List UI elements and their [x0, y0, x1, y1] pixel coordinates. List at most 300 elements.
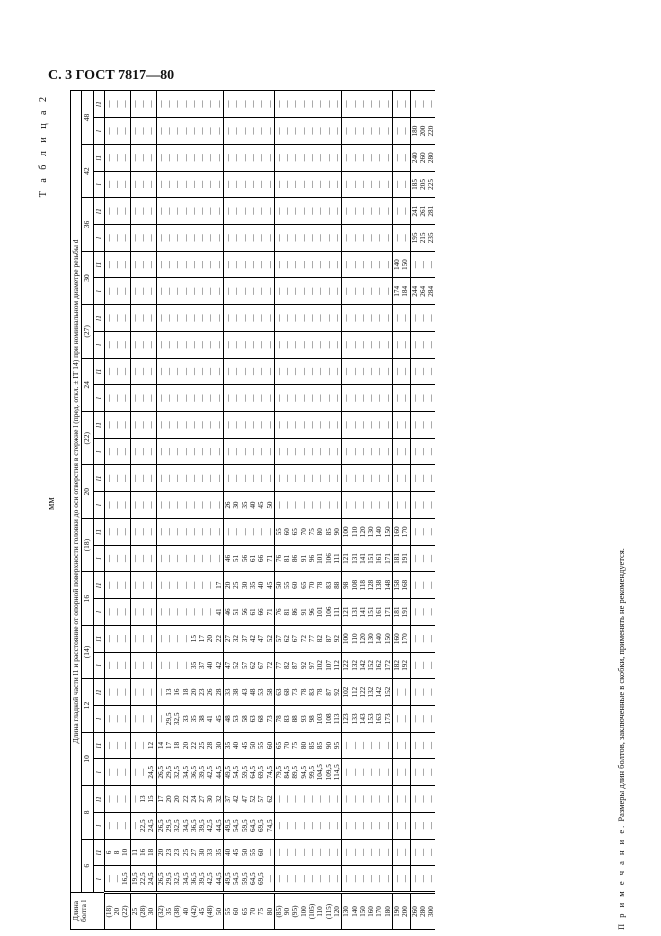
- bolt-length-cell: 35: [165, 893, 173, 930]
- value-cell: —: [139, 331, 147, 358]
- value-cell: 19,5: [130, 866, 139, 893]
- value-cell: —: [104, 572, 113, 599]
- value-cell: —: [121, 358, 130, 385]
- value-cell: —: [291, 144, 299, 171]
- value-cell: 53: [257, 679, 265, 706]
- value-cell: —: [215, 278, 224, 305]
- value-cell: —: [156, 518, 165, 545]
- rotated-content: [38, 90, 626, 930]
- bolt-length-cell: 180: [384, 893, 393, 930]
- value-cell: —: [190, 412, 198, 439]
- value-cell: —: [104, 759, 113, 786]
- value-cell: —: [367, 91, 375, 118]
- value-cell: 163: [375, 705, 383, 732]
- value-cell: —: [113, 251, 121, 278]
- value-cell: —: [392, 305, 401, 332]
- value-cell: —: [147, 679, 156, 706]
- value-cell: —: [173, 385, 181, 412]
- table-row: [232, 91, 240, 930]
- value-cell: —: [130, 518, 139, 545]
- value-cell: 57: [257, 786, 265, 813]
- value-cell: —: [139, 679, 147, 706]
- value-cell: —: [190, 118, 198, 145]
- value-cell: —: [325, 438, 333, 465]
- bolt-length-cell: 110: [316, 893, 324, 930]
- value-cell: —: [375, 438, 383, 465]
- bolt-length-cell: 65: [241, 893, 249, 930]
- value-cell: —: [401, 358, 410, 385]
- value-cell: 122: [342, 652, 351, 679]
- value-cell: 10: [121, 839, 130, 866]
- table-row: [121, 91, 130, 930]
- value-cell: —: [392, 198, 401, 225]
- value-cell: —: [182, 144, 190, 171]
- value-cell: 64,5: [249, 759, 257, 786]
- value-cell: 36,5: [190, 812, 198, 839]
- value-cell: —: [325, 786, 333, 813]
- value-cell: 13: [165, 679, 173, 706]
- subheader-l1: l1: [93, 305, 104, 332]
- value-cell: —: [333, 358, 342, 385]
- value-cell: —: [241, 438, 249, 465]
- value-cell: —: [316, 331, 324, 358]
- subheader-l1: l1: [93, 625, 104, 652]
- value-cell: —: [359, 358, 367, 385]
- value-cell: —: [139, 465, 147, 492]
- value-cell: —: [375, 732, 383, 759]
- value-cell: —: [241, 118, 249, 145]
- value-cell: —: [333, 492, 342, 519]
- value-cell: —: [274, 358, 283, 385]
- value-cell: —: [392, 331, 401, 358]
- value-cell: —: [333, 438, 342, 465]
- value-cell: 24,5: [147, 866, 156, 893]
- value-cell: —: [359, 839, 367, 866]
- group-header: Длина гладкой части l1 и расстояние от опорной поверхности головки до оси отверстия в стержне l (пред. откл. ± IT 14) при номинальном диаметре резьбы d: [71, 91, 82, 893]
- value-cell: 142: [375, 679, 383, 706]
- value-cell: —: [139, 732, 147, 759]
- diameter-header-row: [82, 91, 93, 930]
- value-cell: 39,5: [198, 759, 206, 786]
- value-cell: —: [419, 732, 427, 759]
- value-cell: —: [410, 705, 419, 732]
- value-cell: —: [375, 412, 383, 439]
- value-cell: —: [139, 705, 147, 732]
- value-cell: 112: [333, 652, 342, 679]
- value-cell: 97: [308, 652, 316, 679]
- value-cell: 59,5: [241, 812, 249, 839]
- subheader-l1: l1: [93, 412, 104, 439]
- value-cell: —: [182, 572, 190, 599]
- value-cell: —: [427, 358, 435, 385]
- value-cell: —: [401, 305, 410, 332]
- subheader-l1: l1: [93, 518, 104, 545]
- value-cell: 120: [359, 518, 367, 545]
- value-cell: 161: [375, 545, 383, 572]
- value-cell: —: [147, 385, 156, 412]
- subheader-l1: l1: [93, 839, 104, 866]
- value-cell: 25: [198, 732, 206, 759]
- value-cell: —: [266, 171, 275, 198]
- value-cell: 141: [359, 599, 367, 626]
- value-cell: —: [375, 786, 383, 813]
- value-cell: 215: [419, 225, 427, 252]
- bolt-length-cell: 45: [198, 893, 206, 930]
- value-cell: —: [401, 492, 410, 519]
- value-cell: —: [165, 118, 173, 145]
- value-cell: —: [104, 518, 113, 545]
- value-cell: —: [215, 385, 224, 412]
- value-cell: 67: [257, 652, 265, 679]
- value-cell: 38: [232, 679, 240, 706]
- value-cell: 20: [182, 732, 190, 759]
- value-cell: —: [173, 118, 181, 145]
- value-cell: —: [410, 518, 419, 545]
- value-cell: 12: [147, 732, 156, 759]
- value-cell: 70: [300, 518, 308, 545]
- value-cell: 120: [359, 625, 367, 652]
- value-cell: —: [190, 198, 198, 225]
- value-cell: 66: [257, 599, 265, 626]
- value-cell: 172: [384, 652, 393, 679]
- value-cell: —: [206, 599, 214, 626]
- value-cell: 260: [419, 144, 427, 171]
- bolt-length-cell: 280: [419, 893, 427, 930]
- value-cell: —: [410, 331, 419, 358]
- value-cell: —: [274, 492, 283, 519]
- value-cell: —: [249, 251, 257, 278]
- value-cell: 20: [173, 786, 181, 813]
- value-cell: —: [241, 225, 249, 252]
- value-cell: 88: [291, 705, 299, 732]
- value-cell: —: [375, 198, 383, 225]
- subheader-l: l: [93, 385, 104, 412]
- value-cell: —: [198, 438, 206, 465]
- value-cell: —: [139, 545, 147, 572]
- value-cell: —: [232, 465, 240, 492]
- value-cell: 91: [300, 599, 308, 626]
- value-cell: 140: [392, 251, 401, 278]
- value-cell: 28: [215, 679, 224, 706]
- value-cell: 37: [241, 625, 249, 652]
- value-cell: —: [325, 839, 333, 866]
- value-cell: —: [121, 679, 130, 706]
- value-cell: 150: [384, 518, 393, 545]
- value-cell: —: [427, 438, 435, 465]
- value-cell: —: [190, 305, 198, 332]
- diameter-header: 16: [82, 572, 93, 625]
- value-cell: 15: [147, 786, 156, 813]
- value-cell: 45: [266, 572, 275, 599]
- value-cell: —: [401, 385, 410, 412]
- value-cell: —: [410, 652, 419, 679]
- value-cell: —: [198, 599, 206, 626]
- value-cell: —: [190, 331, 198, 358]
- value-cell: —: [384, 759, 393, 786]
- value-cell: —: [139, 652, 147, 679]
- diameter-header: 24: [82, 358, 93, 411]
- value-cell: —: [104, 144, 113, 171]
- value-cell: —: [206, 171, 214, 198]
- value-cell: —: [384, 305, 393, 332]
- value-cell: —: [156, 705, 165, 732]
- bolt-length-cell: 40: [182, 893, 190, 930]
- bolt-length-cell: 70: [249, 893, 257, 930]
- value-cell: —: [291, 331, 299, 358]
- value-cell: —: [241, 412, 249, 439]
- value-cell: —: [121, 545, 130, 572]
- diameter-header: 36: [82, 198, 93, 251]
- value-cell: —: [257, 91, 265, 118]
- value-cell: —: [190, 599, 198, 626]
- value-cell: —: [283, 412, 291, 439]
- value-cell: 22,5: [139, 812, 147, 839]
- value-cell: 11: [130, 839, 139, 866]
- value-cell: 192: [401, 652, 410, 679]
- value-cell: 102: [316, 652, 324, 679]
- value-cell: —: [351, 331, 359, 358]
- value-cell: —: [206, 572, 214, 599]
- value-cell: —: [342, 732, 351, 759]
- value-cell: —: [241, 171, 249, 198]
- value-cell: —: [283, 331, 291, 358]
- value-cell: —: [308, 412, 316, 439]
- value-cell: 34,5: [182, 759, 190, 786]
- value-cell: —: [300, 171, 308, 198]
- value-cell: 28: [206, 732, 214, 759]
- value-cell: —: [367, 812, 375, 839]
- value-cell: —: [232, 171, 240, 198]
- value-cell: —: [224, 305, 233, 332]
- value-cell: —: [224, 251, 233, 278]
- value-cell: —: [410, 91, 419, 118]
- value-cell: —: [316, 144, 324, 171]
- value-cell: —: [139, 385, 147, 412]
- value-cell: 170: [401, 518, 410, 545]
- value-cell: —: [215, 465, 224, 492]
- value-cell: 63: [249, 705, 257, 732]
- value-cell: —: [419, 305, 427, 332]
- subheader-l: l: [93, 652, 104, 679]
- value-cell: —: [333, 198, 342, 225]
- value-cell: —: [427, 866, 435, 893]
- value-cell: —: [249, 278, 257, 305]
- value-cell: 49,5: [224, 812, 233, 839]
- value-cell: —: [274, 465, 283, 492]
- value-cell: 162: [375, 652, 383, 679]
- value-cell: —: [206, 91, 214, 118]
- value-cell: —: [291, 438, 299, 465]
- value-cell: —: [333, 866, 342, 893]
- value-cell: 280: [427, 144, 435, 171]
- value-cell: —: [182, 465, 190, 492]
- value-cell: 13: [139, 786, 147, 813]
- value-cell: 22: [190, 732, 198, 759]
- value-cell: —: [283, 305, 291, 332]
- value-cell: 42: [249, 625, 257, 652]
- value-cell: —: [165, 198, 173, 225]
- value-cell: —: [325, 385, 333, 412]
- value-cell: —: [316, 278, 324, 305]
- value-cell: —: [384, 118, 393, 145]
- value-cell: 26,5: [156, 759, 165, 786]
- value-cell: 73: [291, 679, 299, 706]
- value-cell: —: [224, 412, 233, 439]
- value-cell: —: [104, 465, 113, 492]
- value-cell: —: [130, 358, 139, 385]
- value-cell: —: [300, 412, 308, 439]
- value-cell: —: [291, 465, 299, 492]
- value-cell: —: [392, 786, 401, 813]
- value-cell: —: [266, 305, 275, 332]
- value-cell: 153: [367, 705, 375, 732]
- value-cell: —: [384, 278, 393, 305]
- table-row: [325, 91, 333, 930]
- bolt-length-cell: (32): [156, 893, 165, 930]
- value-cell: —: [165, 465, 173, 492]
- value-cell: —: [384, 732, 393, 759]
- value-cell: 35: [190, 652, 198, 679]
- value-cell: —: [392, 91, 401, 118]
- value-cell: —: [139, 251, 147, 278]
- value-cell: —: [266, 331, 275, 358]
- value-cell: —: [249, 358, 257, 385]
- value-cell: —: [121, 144, 130, 171]
- value-cell: —: [359, 144, 367, 171]
- value-cell: 35: [190, 705, 198, 732]
- value-cell: —: [392, 438, 401, 465]
- value-cell: —: [139, 198, 147, 225]
- value-cell: —: [147, 625, 156, 652]
- value-cell: —: [359, 412, 367, 439]
- value-cell: —: [410, 412, 419, 439]
- value-cell: —: [316, 412, 324, 439]
- value-cell: 87: [325, 679, 333, 706]
- value-cell: —: [165, 251, 173, 278]
- value-cell: 59,5: [241, 866, 249, 893]
- value-cell: —: [224, 358, 233, 385]
- value-cell: —: [249, 518, 257, 545]
- value-cell: —: [147, 652, 156, 679]
- value-cell: —: [367, 866, 375, 893]
- value-cell: —: [283, 251, 291, 278]
- value-cell: —: [198, 572, 206, 599]
- value-cell: 158: [392, 572, 401, 599]
- subheader-l: l: [93, 545, 104, 572]
- value-cell: —: [419, 759, 427, 786]
- value-cell: 57: [241, 652, 249, 679]
- value-cell: —: [300, 465, 308, 492]
- value-cell: —: [410, 786, 419, 813]
- bolt-length-cell: 190: [392, 893, 401, 930]
- value-cell: 191: [401, 545, 410, 572]
- value-cell: —: [367, 839, 375, 866]
- value-cell: 61: [249, 545, 257, 572]
- value-cell: —: [139, 572, 147, 599]
- value-cell: —: [121, 305, 130, 332]
- value-cell: 80: [316, 518, 324, 545]
- value-cell: —: [351, 305, 359, 332]
- value-cell: —: [291, 786, 299, 813]
- value-cell: —: [224, 518, 233, 545]
- value-cell: —: [283, 118, 291, 145]
- bolt-length-cell: 60: [232, 893, 240, 930]
- value-cell: —: [156, 625, 165, 652]
- value-cell: —: [401, 679, 410, 706]
- value-cell: —: [147, 91, 156, 118]
- value-cell: —: [367, 786, 375, 813]
- value-cell: —: [333, 171, 342, 198]
- value-cell: 74,5: [266, 812, 275, 839]
- value-cell: —: [367, 171, 375, 198]
- table-note: [616, 548, 626, 930]
- value-cell: 150: [384, 625, 393, 652]
- value-cell: —: [300, 331, 308, 358]
- diameter-header: 48: [82, 91, 93, 145]
- value-cell: —: [165, 278, 173, 305]
- value-cell: —: [359, 305, 367, 332]
- value-cell: —: [104, 652, 113, 679]
- table-row: [249, 91, 257, 930]
- subheader-l: l: [93, 759, 104, 786]
- value-cell: —: [147, 438, 156, 465]
- value-cell: —: [224, 171, 233, 198]
- value-cell: —: [224, 118, 233, 145]
- value-cell: —: [224, 198, 233, 225]
- value-cell: 32,5: [173, 812, 181, 839]
- value-cell: —: [249, 465, 257, 492]
- units-label: мм: [46, 497, 57, 510]
- value-cell: —: [291, 812, 299, 839]
- page-header: С. 3 ГОСТ 7817—80: [48, 68, 175, 83]
- value-cell: —: [113, 786, 121, 813]
- value-cell: —: [427, 305, 435, 332]
- value-cell: 27: [190, 839, 198, 866]
- value-cell: —: [182, 198, 190, 225]
- value-cell: —: [173, 305, 181, 332]
- value-cell: —: [165, 144, 173, 171]
- value-cell: —: [215, 118, 224, 145]
- value-cell: —: [333, 91, 342, 118]
- value-cell: 104,5: [316, 759, 324, 786]
- value-cell: 123: [342, 705, 351, 732]
- value-cell: —: [384, 171, 393, 198]
- value-cell: —: [165, 331, 173, 358]
- value-cell: 65: [274, 732, 283, 759]
- value-cell: 54,5: [232, 759, 240, 786]
- value-cell: 38: [198, 705, 206, 732]
- value-cell: —: [182, 278, 190, 305]
- value-cell: —: [147, 278, 156, 305]
- value-cell: —: [147, 251, 156, 278]
- value-cell: —: [375, 465, 383, 492]
- subheader-l: l: [93, 438, 104, 465]
- value-cell: —: [215, 518, 224, 545]
- diameter-header: 10: [82, 732, 93, 785]
- value-cell: —: [266, 278, 275, 305]
- value-cell: 181: [392, 545, 401, 572]
- value-cell: —: [351, 866, 359, 893]
- value-cell: —: [173, 492, 181, 519]
- value-cell: 148: [384, 572, 393, 599]
- value-cell: —: [333, 385, 342, 412]
- value-cell: —: [241, 385, 249, 412]
- value-cell: 42,5: [206, 759, 214, 786]
- value-cell: —: [139, 118, 147, 145]
- value-cell: —: [266, 518, 275, 545]
- value-cell: 35: [241, 492, 249, 519]
- value-cell: —: [241, 251, 249, 278]
